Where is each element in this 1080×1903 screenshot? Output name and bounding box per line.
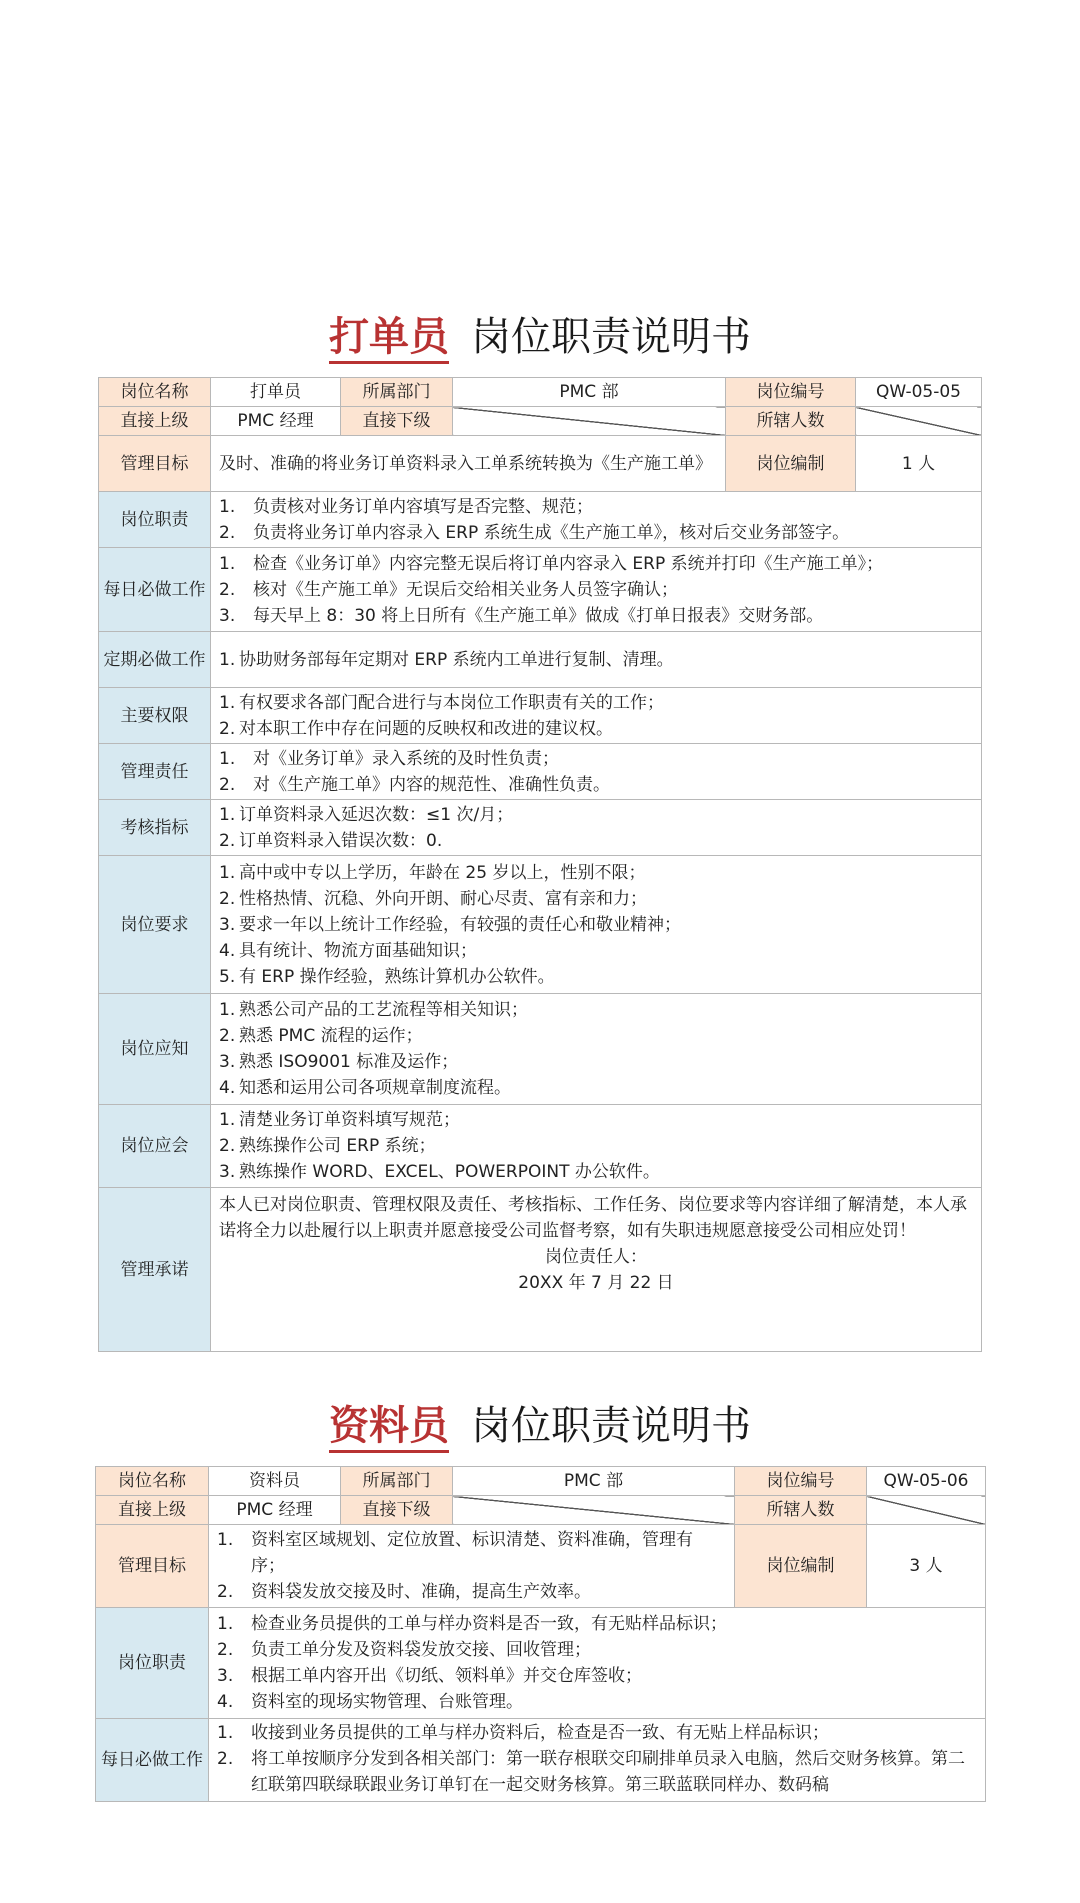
value-headcount-empty bbox=[856, 407, 982, 436]
label-duty: 岗位职责 bbox=[96, 1608, 209, 1719]
label-dept: 所属部门 bbox=[341, 1467, 453, 1496]
label-kpi: 考核指标 bbox=[99, 800, 211, 856]
table-row bbox=[99, 1105, 982, 1188]
label-superior: 直接上级 bbox=[99, 407, 211, 436]
label-headcount: 所辖人数 bbox=[735, 1496, 867, 1525]
label-name: 岗位名称 bbox=[99, 378, 211, 407]
table-row bbox=[99, 378, 982, 407]
value-subordinate-empty bbox=[453, 1496, 735, 1525]
list-item: 2. 将工单按顺序分发到各相关部门：第一联存根联交印刷排单员录入电脑，然后交财务核算。第二红联第四联绿联跟业务订单钉在一起交财务核算。第三联蓝联同样办、数码稿 bbox=[217, 1749, 965, 1795]
table-row bbox=[99, 492, 982, 548]
value-subordinate-empty bbox=[453, 407, 726, 436]
list-item: 3. 根据工单内容开出《切纸、领料单》并交仓库签收； bbox=[217, 1666, 642, 1686]
table-row bbox=[99, 744, 982, 800]
table-row bbox=[99, 994, 982, 1105]
label-headcount: 所辖人数 bbox=[726, 407, 856, 436]
title-rest: 岗位职责说明书 bbox=[471, 314, 751, 360]
commitment-cell bbox=[211, 1188, 982, 1352]
table-row bbox=[96, 1719, 986, 1802]
table-row bbox=[99, 632, 982, 688]
value-superior: PMC 经理 bbox=[209, 1496, 341, 1525]
label-duty: 岗位职责 bbox=[99, 492, 211, 548]
label-subordinate: 直接下级 bbox=[341, 407, 453, 436]
table-row bbox=[96, 1608, 986, 1719]
label-daily: 每日必做工作 bbox=[99, 548, 211, 632]
label-commitment: 管理承诺 bbox=[99, 1188, 211, 1352]
list-item: 2. 资料袋发放交接及时、准确，提高生产效率。 bbox=[217, 1582, 591, 1602]
job-table-1 bbox=[98, 377, 982, 1352]
list-item: 1. 负责核对业务订单内容填写是否完整、规范； bbox=[219, 496, 593, 517]
label-goal: 管理目标 bbox=[99, 436, 211, 492]
list-item: 2. 负责工单分发及资料袋发放交接、回收管理； bbox=[217, 1640, 591, 1660]
commitment-date: 20XX 年 7 月 22 日 bbox=[518, 1273, 674, 1293]
label-name: 岗位名称 bbox=[96, 1467, 209, 1496]
value-goal: 及时、准确的将业务订单资料录入工单系统转换为《生产施工单》 bbox=[211, 436, 726, 492]
list-item: 2. 对《生产施工单》内容的规范性、准确性负责。 bbox=[219, 774, 610, 795]
label-responsibility: 管理责任 bbox=[99, 744, 211, 800]
label-skill: 岗位应会 bbox=[99, 1105, 211, 1188]
list-cell bbox=[211, 994, 982, 1105]
label-subordinate: 直接下级 bbox=[341, 1496, 453, 1525]
label-authority: 主要权限 bbox=[99, 688, 211, 744]
list-item: 1. 检查业务员提供的工单与样办资料是否一致，有无贴样品标识； bbox=[217, 1614, 727, 1634]
list-item: 3. 每天早上 8：30 将上日所有《生产施工单》做成《打单日报表》交财务部。 bbox=[219, 605, 824, 626]
list-item: 3. 熟悉 ISO9001 标准及运作； bbox=[219, 1052, 459, 1072]
list-item: 1. 对《业务订单》录入系统的及时性负责； bbox=[219, 748, 559, 769]
list-item: 2. 订单资料录入错误次数：0. bbox=[219, 830, 443, 851]
value-code: QW-05-06 bbox=[867, 1467, 986, 1496]
list-item: 1. 收接到业务员提供的工单与样办资料后，检查是否一致、有无贴上样品标识； bbox=[217, 1723, 829, 1743]
table-row bbox=[99, 436, 982, 492]
list-item: 2. 性格热情、沉稳、外向开朗、耐心尽责、富有亲和力； bbox=[219, 888, 647, 909]
table-row bbox=[99, 548, 982, 632]
title-role: 资料员 bbox=[329, 1402, 449, 1453]
list-cell bbox=[211, 492, 982, 548]
list-item: 4. 资料室的现场实物管理、台账管理。 bbox=[217, 1692, 523, 1712]
list-cell bbox=[211, 688, 982, 744]
table-row bbox=[99, 688, 982, 744]
list-item: 2. 核对《生产施工单》无误后交给相关业务人员签字确认； bbox=[219, 579, 678, 600]
value-superior: PMC 经理 bbox=[211, 407, 341, 436]
title-role: 打单员 bbox=[329, 313, 449, 364]
doc-title bbox=[0, 309, 1080, 365]
list-cell bbox=[211, 744, 982, 800]
list-item: 1. 熟悉公司产品的工艺流程等相关知识； bbox=[219, 1000, 528, 1020]
list-item: 2. 负责将业务订单内容录入 ERP 系统生成《生产施工单》，核对后交业务部签字。 bbox=[219, 522, 850, 543]
list-cell bbox=[211, 548, 982, 632]
value-name: 打单员 bbox=[211, 378, 341, 407]
list-item: 1. 检查《业务订单》内容完整无误后将订单内容录入 ERP 系统并打印《生产施工单》； bbox=[219, 553, 884, 574]
list-cell bbox=[209, 1525, 735, 1608]
label-staffing: 岗位编制 bbox=[726, 436, 856, 492]
list-item: 1. 有权要求各部门配合进行与本岗位工作职责有关的工作； bbox=[219, 692, 664, 713]
list-cell bbox=[209, 1719, 986, 1802]
table-row bbox=[99, 856, 982, 994]
doc-title bbox=[0, 1398, 1080, 1454]
list-item: 4. 知悉和运用公司各项规章制度流程。 bbox=[219, 1078, 511, 1098]
label-knowledge: 岗位应知 bbox=[99, 994, 211, 1105]
label-dept: 所属部门 bbox=[341, 378, 453, 407]
title-rest: 岗位职责说明书 bbox=[471, 1403, 751, 1449]
list-cell bbox=[211, 856, 982, 994]
value-name: 资料员 bbox=[209, 1467, 341, 1496]
value-headcount-empty bbox=[867, 1496, 986, 1525]
label-daily: 每日必做工作 bbox=[96, 1719, 209, 1802]
list-item: 1. 资料室区域规划、定位放置、标识清楚、资料准确，管理有序； bbox=[217, 1530, 693, 1576]
label-staffing: 岗位编制 bbox=[735, 1525, 867, 1608]
value-staffing: 1 人 bbox=[856, 436, 982, 492]
list-item: 4. 具有统计、物流方面基础知识； bbox=[219, 940, 477, 961]
table-row bbox=[99, 407, 982, 436]
table-row bbox=[96, 1525, 986, 1608]
list-cell bbox=[211, 632, 982, 688]
commitment-signer: 岗位责任人： bbox=[545, 1247, 647, 1267]
list-item: 2. 对本职工作中存在问题的反映权和改进的建议权。 bbox=[219, 718, 613, 739]
label-code: 岗位编号 bbox=[726, 378, 856, 407]
list-item: 1. 订单资料录入延迟次数：≤1 次/月； bbox=[219, 804, 514, 825]
table-row bbox=[99, 800, 982, 856]
list-item: 2. 熟练操作公司 ERP 系统； bbox=[219, 1136, 436, 1156]
value-staffing: 3 人 bbox=[867, 1525, 986, 1608]
list-item: 2. 熟悉 PMC 流程的运作； bbox=[219, 1026, 423, 1046]
label-superior: 直接上级 bbox=[96, 1496, 209, 1525]
job-table-2 bbox=[95, 1466, 986, 1802]
list-cell bbox=[211, 1105, 982, 1188]
table-row bbox=[96, 1496, 986, 1525]
label-periodic: 定期必做工作 bbox=[99, 632, 211, 688]
list-item: 5. 有 ERP 操作经验，熟练计算机办公软件。 bbox=[219, 966, 555, 987]
table-row bbox=[96, 1467, 986, 1496]
value-code: QW-05-05 bbox=[856, 378, 982, 407]
list-item: 1. 协助财务部每年定期对 ERP 系统内工单进行复制、清理。 bbox=[219, 649, 674, 670]
value-dept: PMC 部 bbox=[453, 378, 726, 407]
list-item: 3. 熟练操作 WORD、EXCEL、POWERPOINT 办公软件。 bbox=[219, 1162, 660, 1182]
list-cell bbox=[209, 1608, 986, 1719]
label-requirement: 岗位要求 bbox=[99, 856, 211, 994]
table-row bbox=[99, 1188, 982, 1352]
commitment-text: 本人已对岗位职责、管理权限及责任、考核指标、工作任务、岗位要求等内容详细了解清楚，本人承诺将全力以赴履行以上职责并愿意接受公司监督考察，如有失职违规愿意接受公司相应处罚！ bbox=[219, 1195, 967, 1241]
list-item: 1. 清楚业务订单资料填写规范； bbox=[219, 1110, 460, 1130]
list-item: 1. 高中或中专以上学历，年龄在 25 岁以上，性别不限； bbox=[219, 862, 646, 883]
label-code: 岗位编号 bbox=[735, 1467, 867, 1496]
value-dept: PMC 部 bbox=[453, 1467, 735, 1496]
list-cell bbox=[211, 800, 982, 856]
list-item: 3. 要求一年以上统计工作经验，有较强的责任心和敬业精神； bbox=[219, 914, 681, 935]
label-goal: 管理目标 bbox=[96, 1525, 209, 1608]
